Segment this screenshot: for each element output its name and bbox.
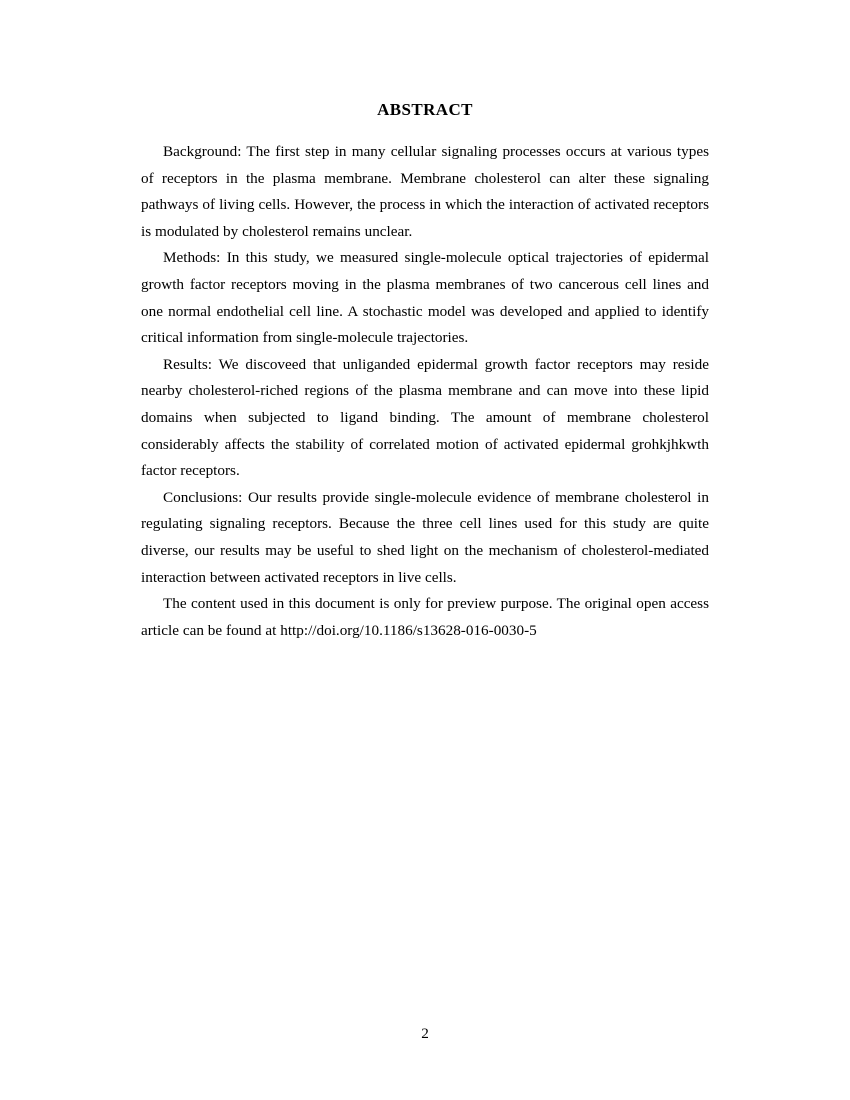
- paragraph-background: Background: The first step in many cellular signaling processes occurs at various types of receptors in the plasma membrane. Membrane cholesterol can alter these signaling pathways of living cells. However, the process in which the interaction of activated receptors is modulated by cholesterol remains unclear.: [141, 143, 709, 240]
- page-number-footer: 2: [421, 1025, 429, 1042]
- page-title: ABSTRACT: [377, 100, 473, 119]
- page-content: [141, 0, 709, 644]
- paragraph-methods: Methods: In this study, we measured single-molecule optical trajectories of epidermal growth factor receptors moving in the plasma membranes of two cancerous cell lines and one normal endothelial cell line. A stochastic model was developed and applied to identify critical information from single-molecule trajectories.: [141, 249, 709, 347]
- abstract-body: [141, 139, 709, 644]
- paragraph-preview-notice: The content used in this document is only for preview purpose. The original open access article can be found at http://doi.org/10.1186/s13628-016-0030-5: [141, 595, 709, 639]
- paragraph-results: Results: We discoveed that unliganded epidermal growth factor receptors may reside nearby cholesterol-riched regions of the plasma membrane and can move into these lipid domains when subjected to ligand binding. The amount of membrane cholesterol considerably affects the stability of correlated motion of activated epidermal grohkjhkwth factor receptors.: [141, 355, 709, 480]
- paragraph-conclusions: Conclusions: Our results provide single-molecule evidence of membrane cholesterol in regulating signaling receptors. Because the three cell lines used for this study are quite diverse, our results may be useful to shed light on the mechanism of cholesterol-mediated interaction between activated receptors in live cells.: [141, 488, 709, 586]
